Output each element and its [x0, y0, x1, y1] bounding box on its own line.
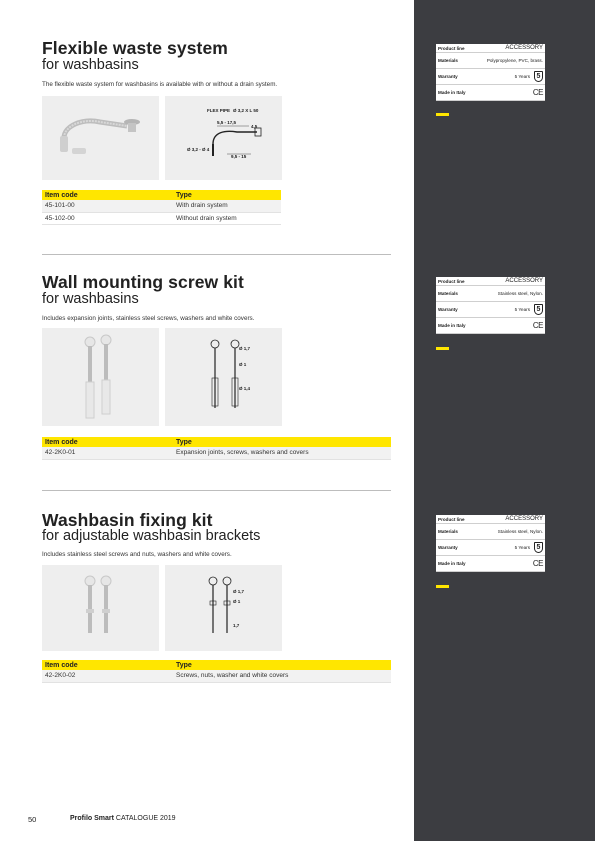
table-row	[42, 670, 391, 682]
yellow-accent-bar	[436, 585, 449, 588]
spec-value: ACCESSORY	[505, 45, 543, 51]
item-code: 45-102-00	[42, 212, 173, 224]
spec-value: ACCESSORY	[505, 516, 543, 522]
diagram-label: Ø 1,7	[233, 589, 245, 594]
product-photo-wall-screw-kit	[42, 328, 159, 426]
product-photo-flexible-waste	[42, 96, 159, 180]
column-header: Type	[173, 437, 391, 447]
spec-value: 5 Years	[514, 74, 530, 79]
yellow-accent-bar	[436, 113, 449, 116]
spec-card	[436, 44, 545, 101]
diagram-label: 9,5 - 15	[231, 154, 247, 159]
item-type: Expansion joints, screws, washers and covers	[173, 447, 391, 459]
diagram-label: Ø 1,7	[239, 346, 251, 351]
section-description: Includes expansion joints, stainless steel screws, washers and white covers.	[42, 315, 255, 322]
section-title: Washbasin fixing kit	[42, 510, 213, 530]
column-header: Item code	[42, 437, 173, 447]
item-table	[42, 190, 281, 225]
table-row	[42, 447, 391, 459]
item-type: With drain system	[173, 200, 281, 212]
yellow-accent-bar	[436, 347, 449, 350]
column-header: Item code	[42, 660, 173, 670]
table-row	[42, 200, 281, 212]
spec-label: Warranty	[438, 74, 458, 79]
diagram-label: Ø 1	[233, 599, 241, 604]
table-row	[42, 212, 281, 224]
section-description: Includes stainless steel screws and nuts, washers and white covers.	[42, 551, 232, 558]
technical-drawing-washbasin-fixing-kit	[165, 565, 282, 651]
warranty-shield-icon: 5	[534, 542, 543, 553]
spec-label: Warranty	[438, 545, 458, 550]
spec-value: 5 Years	[514, 545, 530, 550]
spec-label: Product line	[438, 45, 465, 51]
diagram-label: 1,7	[233, 623, 240, 628]
technical-drawing-flexible-waste	[165, 96, 282, 180]
item-code: 42-2K0-01	[42, 447, 173, 459]
diagram-label: Ø 3,2 - Ø 4	[187, 147, 210, 152]
spec-card	[436, 515, 545, 572]
spec-card	[436, 277, 545, 334]
spec-value: Stainless steel, Nylon.	[497, 529, 543, 534]
spec-value: Stainless steel, Nylon.	[497, 291, 543, 296]
brand-name: Profilo Smart	[70, 815, 114, 822]
diagram-label: Ø 3,2 X L 50	[233, 108, 259, 113]
spec-label: Materials	[438, 291, 458, 296]
product-photo-washbasin-fixing-kit	[42, 565, 159, 651]
spec-value: 5 Years	[514, 307, 530, 312]
diagram-label: 4,5	[251, 124, 258, 129]
section-divider	[42, 254, 391, 255]
item-type: Without drain system	[173, 212, 281, 224]
item-type: Screws, nuts, washer and white covers	[173, 670, 391, 682]
item-table	[42, 437, 391, 460]
warranty-shield-icon: 5	[534, 304, 543, 315]
section-title: Flexible waste system	[42, 38, 228, 58]
page-number: 50	[28, 815, 37, 824]
section-subtitle: for washbasins	[42, 57, 139, 73]
section-description: The flexible waste system for washbasins is available with or without a drain system.	[42, 81, 278, 88]
item-table	[42, 660, 391, 683]
spec-label: Materials	[438, 529, 458, 534]
spec-label: Product line	[438, 516, 465, 522]
warranty-shield-icon: 5	[534, 71, 543, 82]
footer-brand	[70, 815, 176, 822]
spec-label: Made in Italy	[438, 323, 466, 328]
section-subtitle: for adjustable washbasin brackets	[42, 528, 261, 544]
column-header: Type	[173, 190, 281, 200]
ce-mark-icon: CE	[532, 88, 543, 97]
spec-value: ACCESSORY	[505, 278, 543, 284]
section-divider	[42, 490, 391, 491]
item-code: 45-101-00	[42, 200, 173, 212]
item-code: 42-2K0-02	[42, 670, 173, 682]
spec-label: Made in Italy	[438, 90, 466, 95]
technical-drawing-wall-screw-kit	[165, 328, 282, 426]
diagram-label: Ø 1,4	[239, 386, 251, 391]
diagram-label: FLEX PIPE	[207, 108, 231, 113]
diagram-label: Ø 1	[239, 362, 247, 367]
column-header: Item code	[42, 190, 173, 200]
spec-label: Warranty	[438, 307, 458, 312]
spec-label: Made in Italy	[438, 561, 466, 566]
spec-label: Materials	[438, 58, 458, 63]
ce-mark-icon: CE	[532, 559, 543, 568]
spec-label: Product line	[438, 278, 465, 284]
spec-value: Polypropylene, PVC, brass.	[486, 58, 543, 63]
diagram-label: 5,5 - 17,5	[217, 120, 237, 125]
section-subtitle: for washbasins	[42, 291, 139, 307]
sidebar-panel	[414, 0, 595, 841]
section-title: Wall mounting screw kit	[42, 272, 244, 292]
column-header: Type	[173, 660, 391, 670]
ce-mark-icon: CE	[532, 321, 543, 330]
catalogue-label: CATALOGUE 2019	[115, 815, 176, 822]
